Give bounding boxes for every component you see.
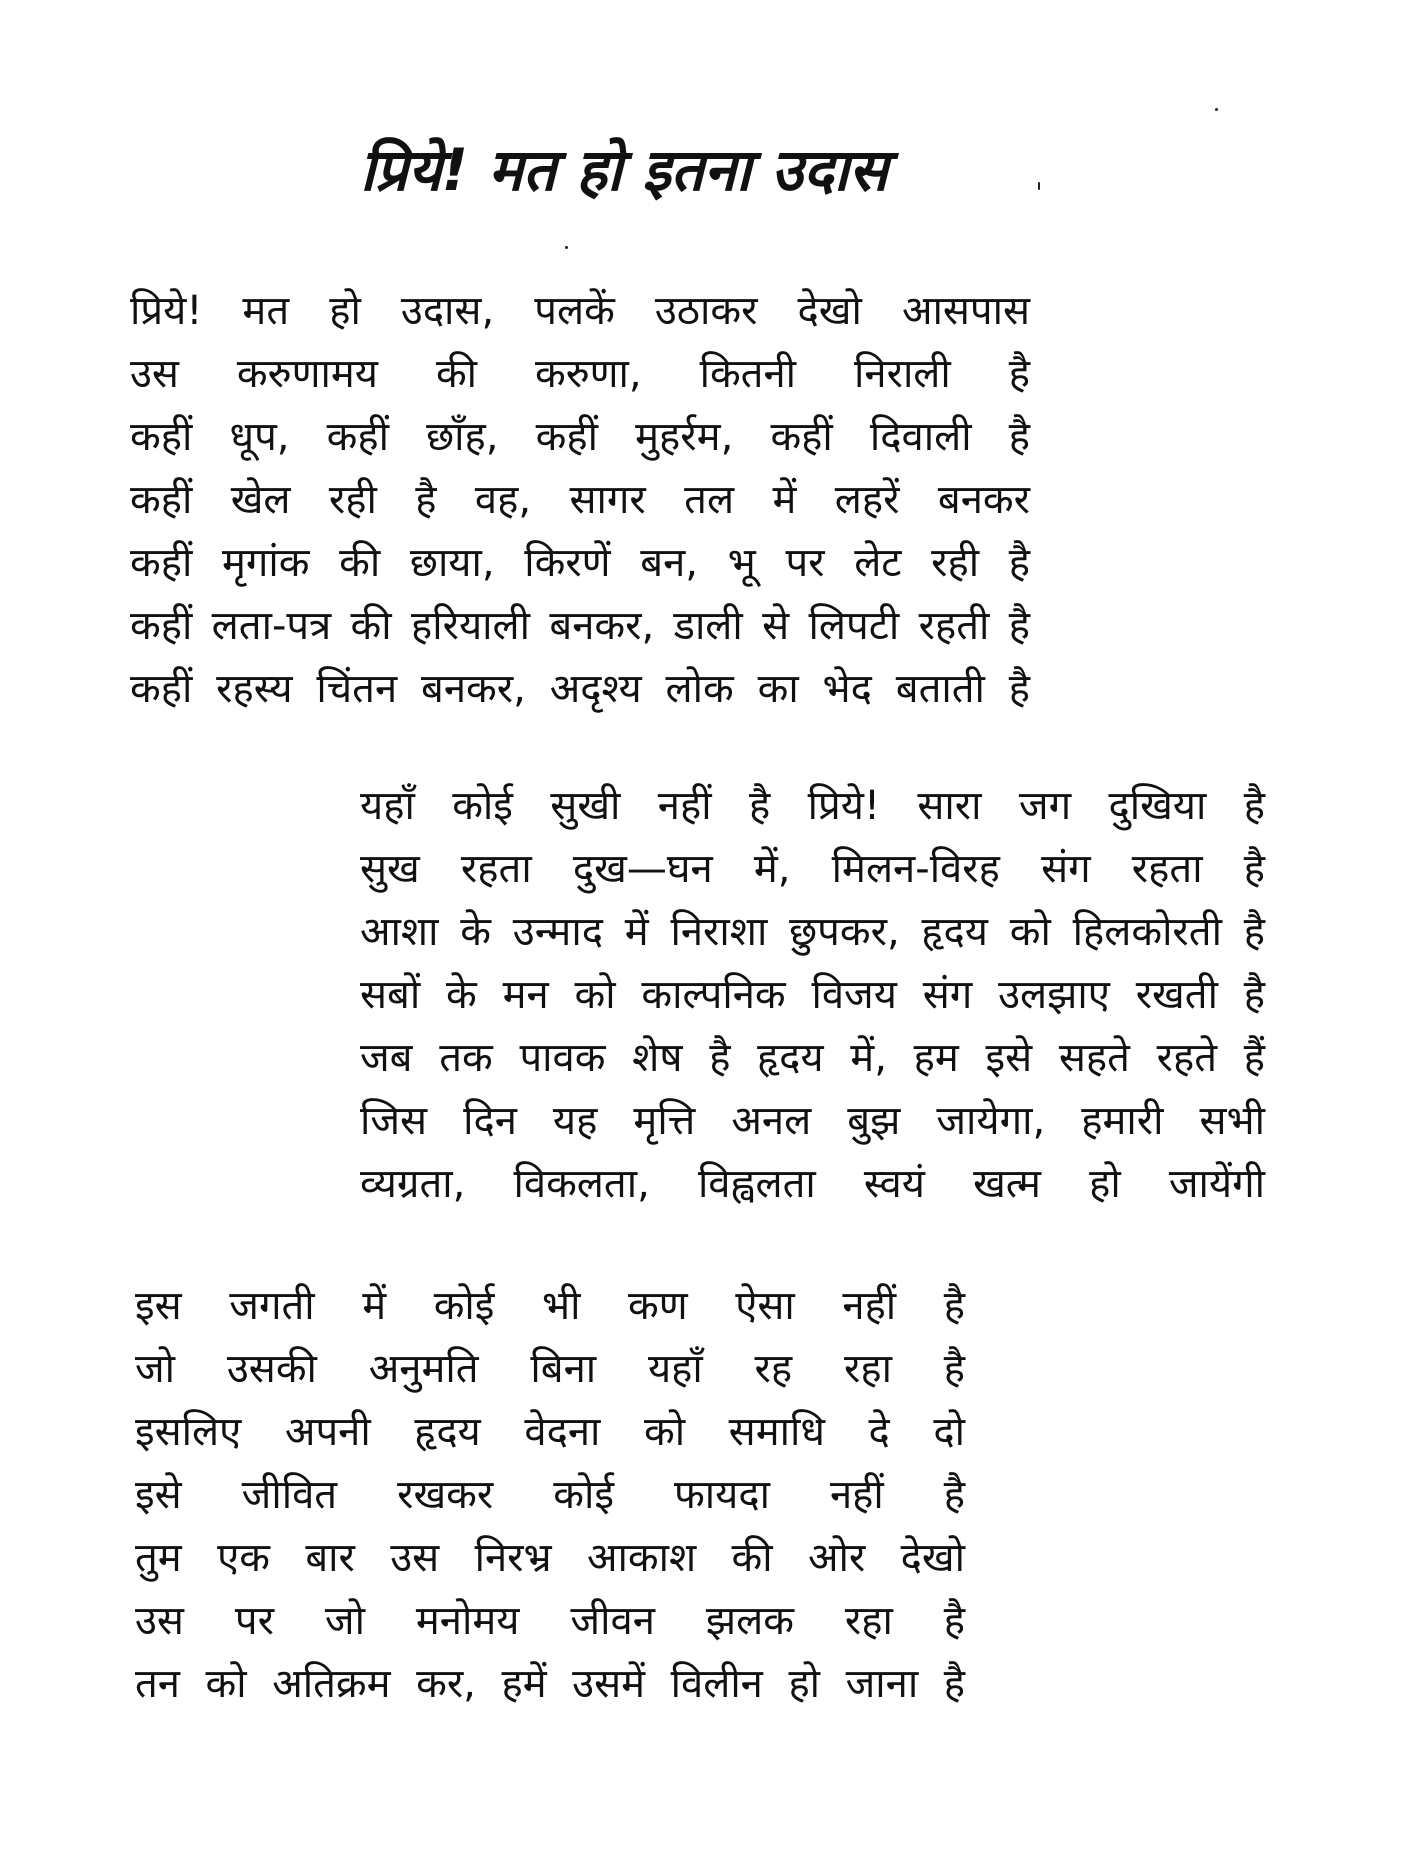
poem-line: कहीं मृगांक की छाया, किरणें बन, भू पर लेट रही है: [130, 540, 1030, 586]
poem-line: प्रिये! मत हो उदास, पलकें उठाकर देखो आसपास: [130, 288, 1030, 334]
scan-speck: [1038, 182, 1040, 190]
stanza-2: [360, 775, 1265, 1216]
scan-speck: [1215, 108, 1218, 111]
poem-line: आशा के उन्माद में निराशा छुपकर, हृदय को हिलकोरती है: [360, 909, 1265, 955]
poem-title: प्रिये! मत हो इतना उदास: [360, 136, 889, 204]
scan-speck: [565, 246, 568, 249]
poem-line: उस पर जो मनोमय जीवन झलक रहा है: [135, 1598, 965, 1644]
poem-line: कहीं रहस्य चिंतन बनकर, अदृश्य लोक का भेद बताती है: [130, 666, 1030, 712]
poem-line: उस करुणामय की करुणा, कितनी निराली है: [130, 351, 1030, 397]
poem-line: तुम एक बार उस निरभ्र आकाश की ओर देखो: [135, 1535, 965, 1581]
poem-line: इसे जीवित रखकर कोई फायदा नहीं है: [135, 1472, 965, 1518]
poem-line: व्यग्रता, विकलता, विह्वलता स्वयं खत्म हो जायेंगी: [360, 1161, 1265, 1207]
stanza-1: [130, 280, 1030, 721]
poem-line: तन को अतिक्रम कर, हमें उसमें विलीन हो जाना है: [135, 1661, 965, 1707]
poem-line: जिस दिन यह मृत्ति अनल बुझ जायेगा, हमारी सभी: [360, 1098, 1265, 1144]
poem-line: कहीं लता-पत्र की हरियाली बनकर, डाली से लिपटी रहती है: [130, 603, 1030, 649]
poem-line: कहीं खेल रही है वह, सागर तल में लहरें बनकर: [130, 477, 1030, 523]
poem-line: सबों के मन को काल्पनिक विजय संग उलझाए रखती है: [360, 972, 1265, 1018]
poem-line: इस जगती में कोई भी कण ऐसा नहीं है: [135, 1283, 965, 1329]
stanza-3: [135, 1275, 965, 1716]
poem-line: कहीं धूप, कहीं छाँह, कहीं मुहर्रम, कहीं दिवाली है: [130, 414, 1030, 460]
poem-line: जो उसकी अनुमति बिना यहाँ रह रहा है: [135, 1346, 965, 1392]
poem-line: जब तक पावक शेष है हृदय में, हम इसे सहते रहते हैं: [360, 1035, 1265, 1081]
poem-line: यहाँ कोई सुखी नहीं है प्रिये! सारा जग दुखिया है: [360, 783, 1265, 829]
poem-line: इसलिए अपनी हृदय वेदना को समाधि दे दो: [135, 1409, 965, 1455]
poem-line: सुख रहता दुख—घन में, मिलन-विरह संग रहता है: [360, 846, 1265, 892]
